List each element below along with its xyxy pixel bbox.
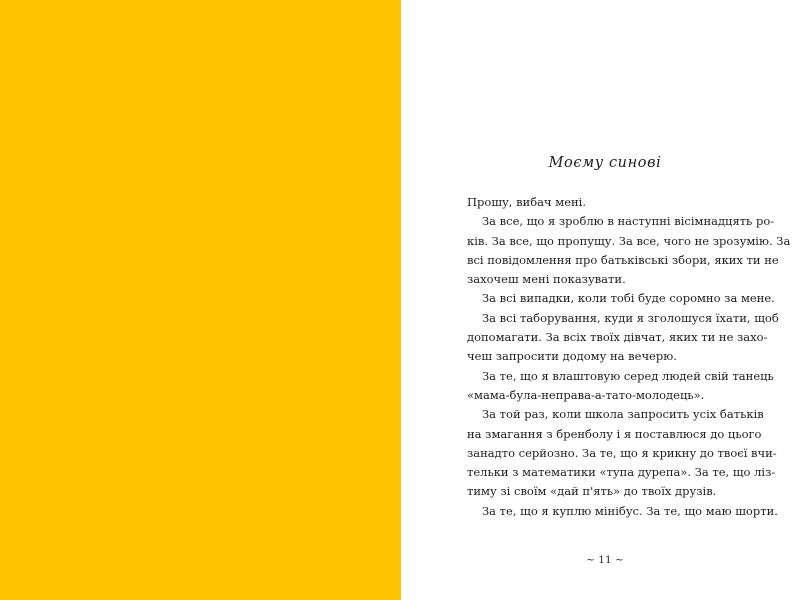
right-page — [401, 0, 801, 600]
text-line: занадто серйозно. За те, що я крикну до твоєї вчи- — [467, 445, 777, 460]
text-line: За всі випадки, коли тобі буде соромно за мене. — [482, 291, 775, 306]
text-line: захочеш мені показувати. — [467, 272, 626, 287]
text-line: всі повідомлення про батьківські збори, яких ти не — [467, 252, 779, 267]
body-text — [467, 193, 791, 521]
text-line: допомагати. За всіх твоїх дівчат, яких ти не захо- — [467, 330, 768, 345]
text-line: на змагання з бренболу і я поставлюся до цього — [467, 426, 762, 441]
text-line: ків. За все, що пропущу. За все, чого не зрозумію. За — [467, 233, 791, 248]
text-line: За те, що я влаштовую серед людей свій танець — [482, 368, 774, 383]
text-line: чеш запросити додому на вечерю. — [467, 349, 677, 364]
text-line: За те, що я куплю мінібус. За те, що маю шорти. — [482, 503, 778, 518]
page-number: ~ 11 ~ — [586, 554, 624, 566]
text-line: За той раз, коли школа запросить усіх батьків — [482, 407, 764, 422]
text-line: тиму зі своїм «дай п'ять» до твоїх друзів. — [467, 484, 717, 499]
text-line: тельки з математики «тупа дурепа». За те, що ліз- — [467, 465, 776, 480]
dedication-title: Моєму синові — [548, 155, 662, 171]
text-line: Прошу, вибач мені. — [467, 195, 587, 209]
text-line: «мама-була-неправа-а-тато-молодець». — [467, 387, 705, 402]
text-line: За все, що я зроблю в наступні вісімнадцять ро- — [482, 214, 775, 229]
text-line: За всі таборування, куди я зголошуся їхати, щоб — [482, 310, 779, 325]
